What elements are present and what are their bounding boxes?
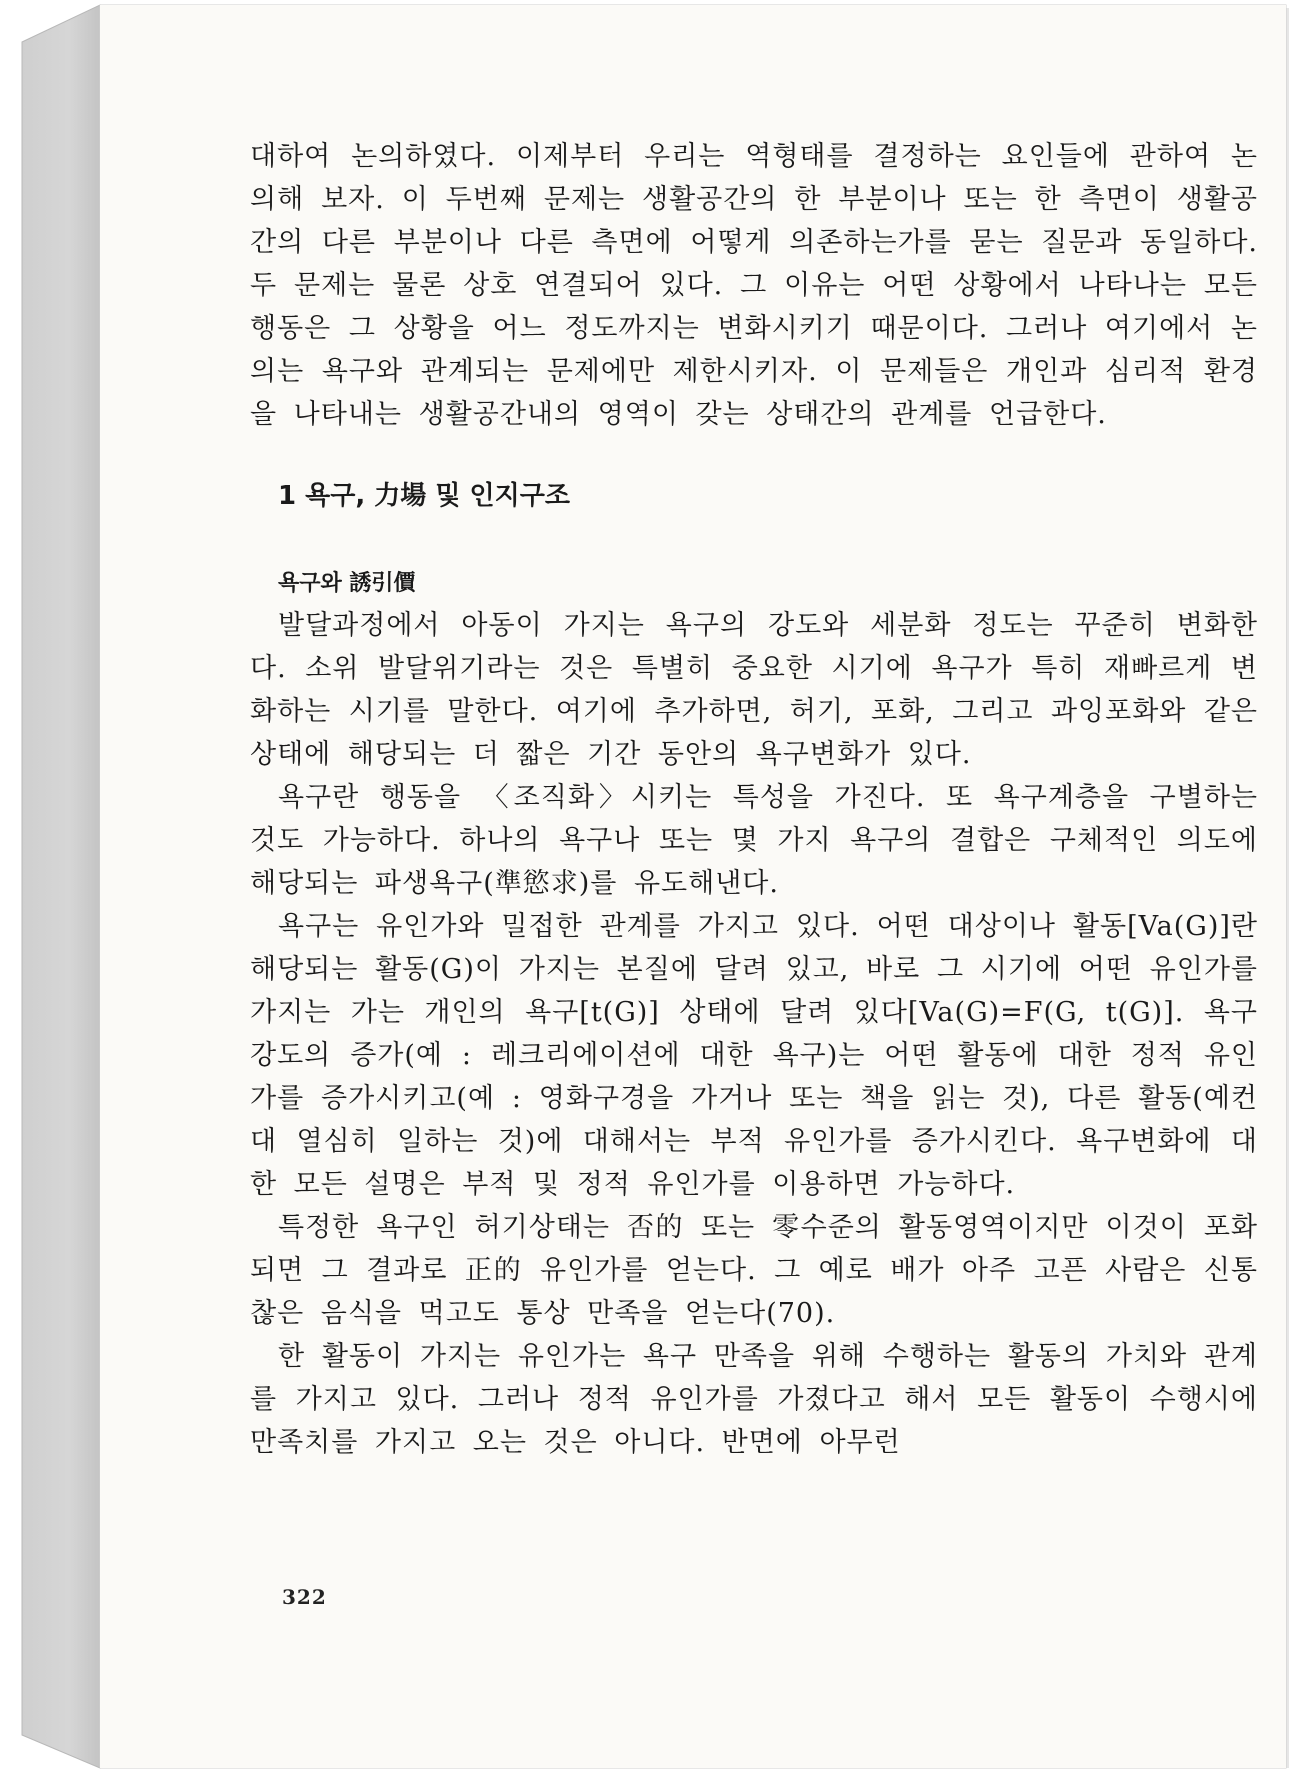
paragraph-2: 욕구란 행동을 〈조직화〉시키는 특성을 가진다. 또 욕구계층을 구별하는 것도 가능하다. 하나의 욕구나 또는 몇 가지 욕구의 결합은 구체적인 의도에 해당되는 파생욕구(準慾求)를 유도해낸다. xyxy=(250,782,1258,899)
page-number: 322 xyxy=(282,1585,327,1609)
paragraph-3: 욕구는 유인가와 밀접한 관계를 가지고 있다. 어떤 대상이나 활동[Va(G)]란 해당되는 활동(G)이 가지는 본질에 달려 있고, 바로 그 시기에 어떤 유인가를 가지는 가는 개인의 욕구[t(G)] 상태에 달려 있다[Va(G)=F(G, t(G)]. 욕구강도의 증가(예 : 레크리에이션에 대한 욕구)는 어떤 활동에 대한 정적 유인가를 증가시키고(예 : 영화구경을 가거나 또는 책을 읽는 것), 다른 활동(예컨대 열심히 일하는 것)에 대해서는 부적 유인가를 증가시킨다. 욕구변화에 대한 모든 설명은 부적 및 정적 유인가를 이용하면 가능하다. xyxy=(250,911,1258,1200)
book-spine xyxy=(22,5,100,1768)
paragraph-intro: 대하여 논의하였다. 이제부터 우리는 역형태를 결정하는 요인들에 관하여 논의해 보자. 이 두번째 문제는 생활공간의 한 부분이나 또는 한 측면이 생활공간의 다른 부분이나 다른 측면에 어떻게 의존하는가를 묻는 질문과 동일하다. 두 문제는 물론 상호 연결되어 있다. 그 이유는 어떤 상황에서 나타나는 모든 행동은 그 상황을 어느 정도까지는 변화시키기 때문이다. 그러나 여기에서 논의는 욕구와 관계되는 문제에만 제한시키자. 이 문제들은 개인과 심리적 환경을 나타내는 생활공간내의 영역이 갖는 상태간의 관계를 언급한다. xyxy=(250,141,1258,430)
section-heading: 1 욕구, 力場 및 인지구조 xyxy=(278,481,570,511)
page-content xyxy=(250,135,1258,1464)
paragraph-4: 특정한 욕구인 허기상태는 否的 또는 零수준의 활동영역이지만 이것이 포화되면 그 결과로 正的 유인가를 얻는다. 그 예로 배가 아주 고픈 사람은 신통찮은 음식을 먹고도 통상 만족을 얻는다(70). xyxy=(250,1212,1258,1329)
book-page xyxy=(100,5,1286,1768)
paragraph-5: 한 활동이 가지는 유인가는 욕구 만족을 위해 수행하는 활동의 가치와 관계를 가지고 있다. 그러나 정적 유인가를 가졌다고 해서 모든 활동이 수행시에 만족치를 가지고 오는 것은 아니다. 반면에 아무런 xyxy=(250,1341,1258,1458)
paragraph-1: 발달과정에서 아동이 가지는 욕구의 강도와 세분화 정도는 꾸준히 변화한다. 소위 발달위기라는 것은 특별히 중요한 시기에 욕구가 특히 재빠르게 변화하는 시기를 말한다. 여기에 추가하면, 허기, 포화, 그리고 과잉포화와 같은 상태에 해당되는 더 짧은 기간 동안의 욕구변화가 있다. xyxy=(250,610,1258,770)
sub-heading: 욕구와 誘引價 xyxy=(278,571,416,596)
